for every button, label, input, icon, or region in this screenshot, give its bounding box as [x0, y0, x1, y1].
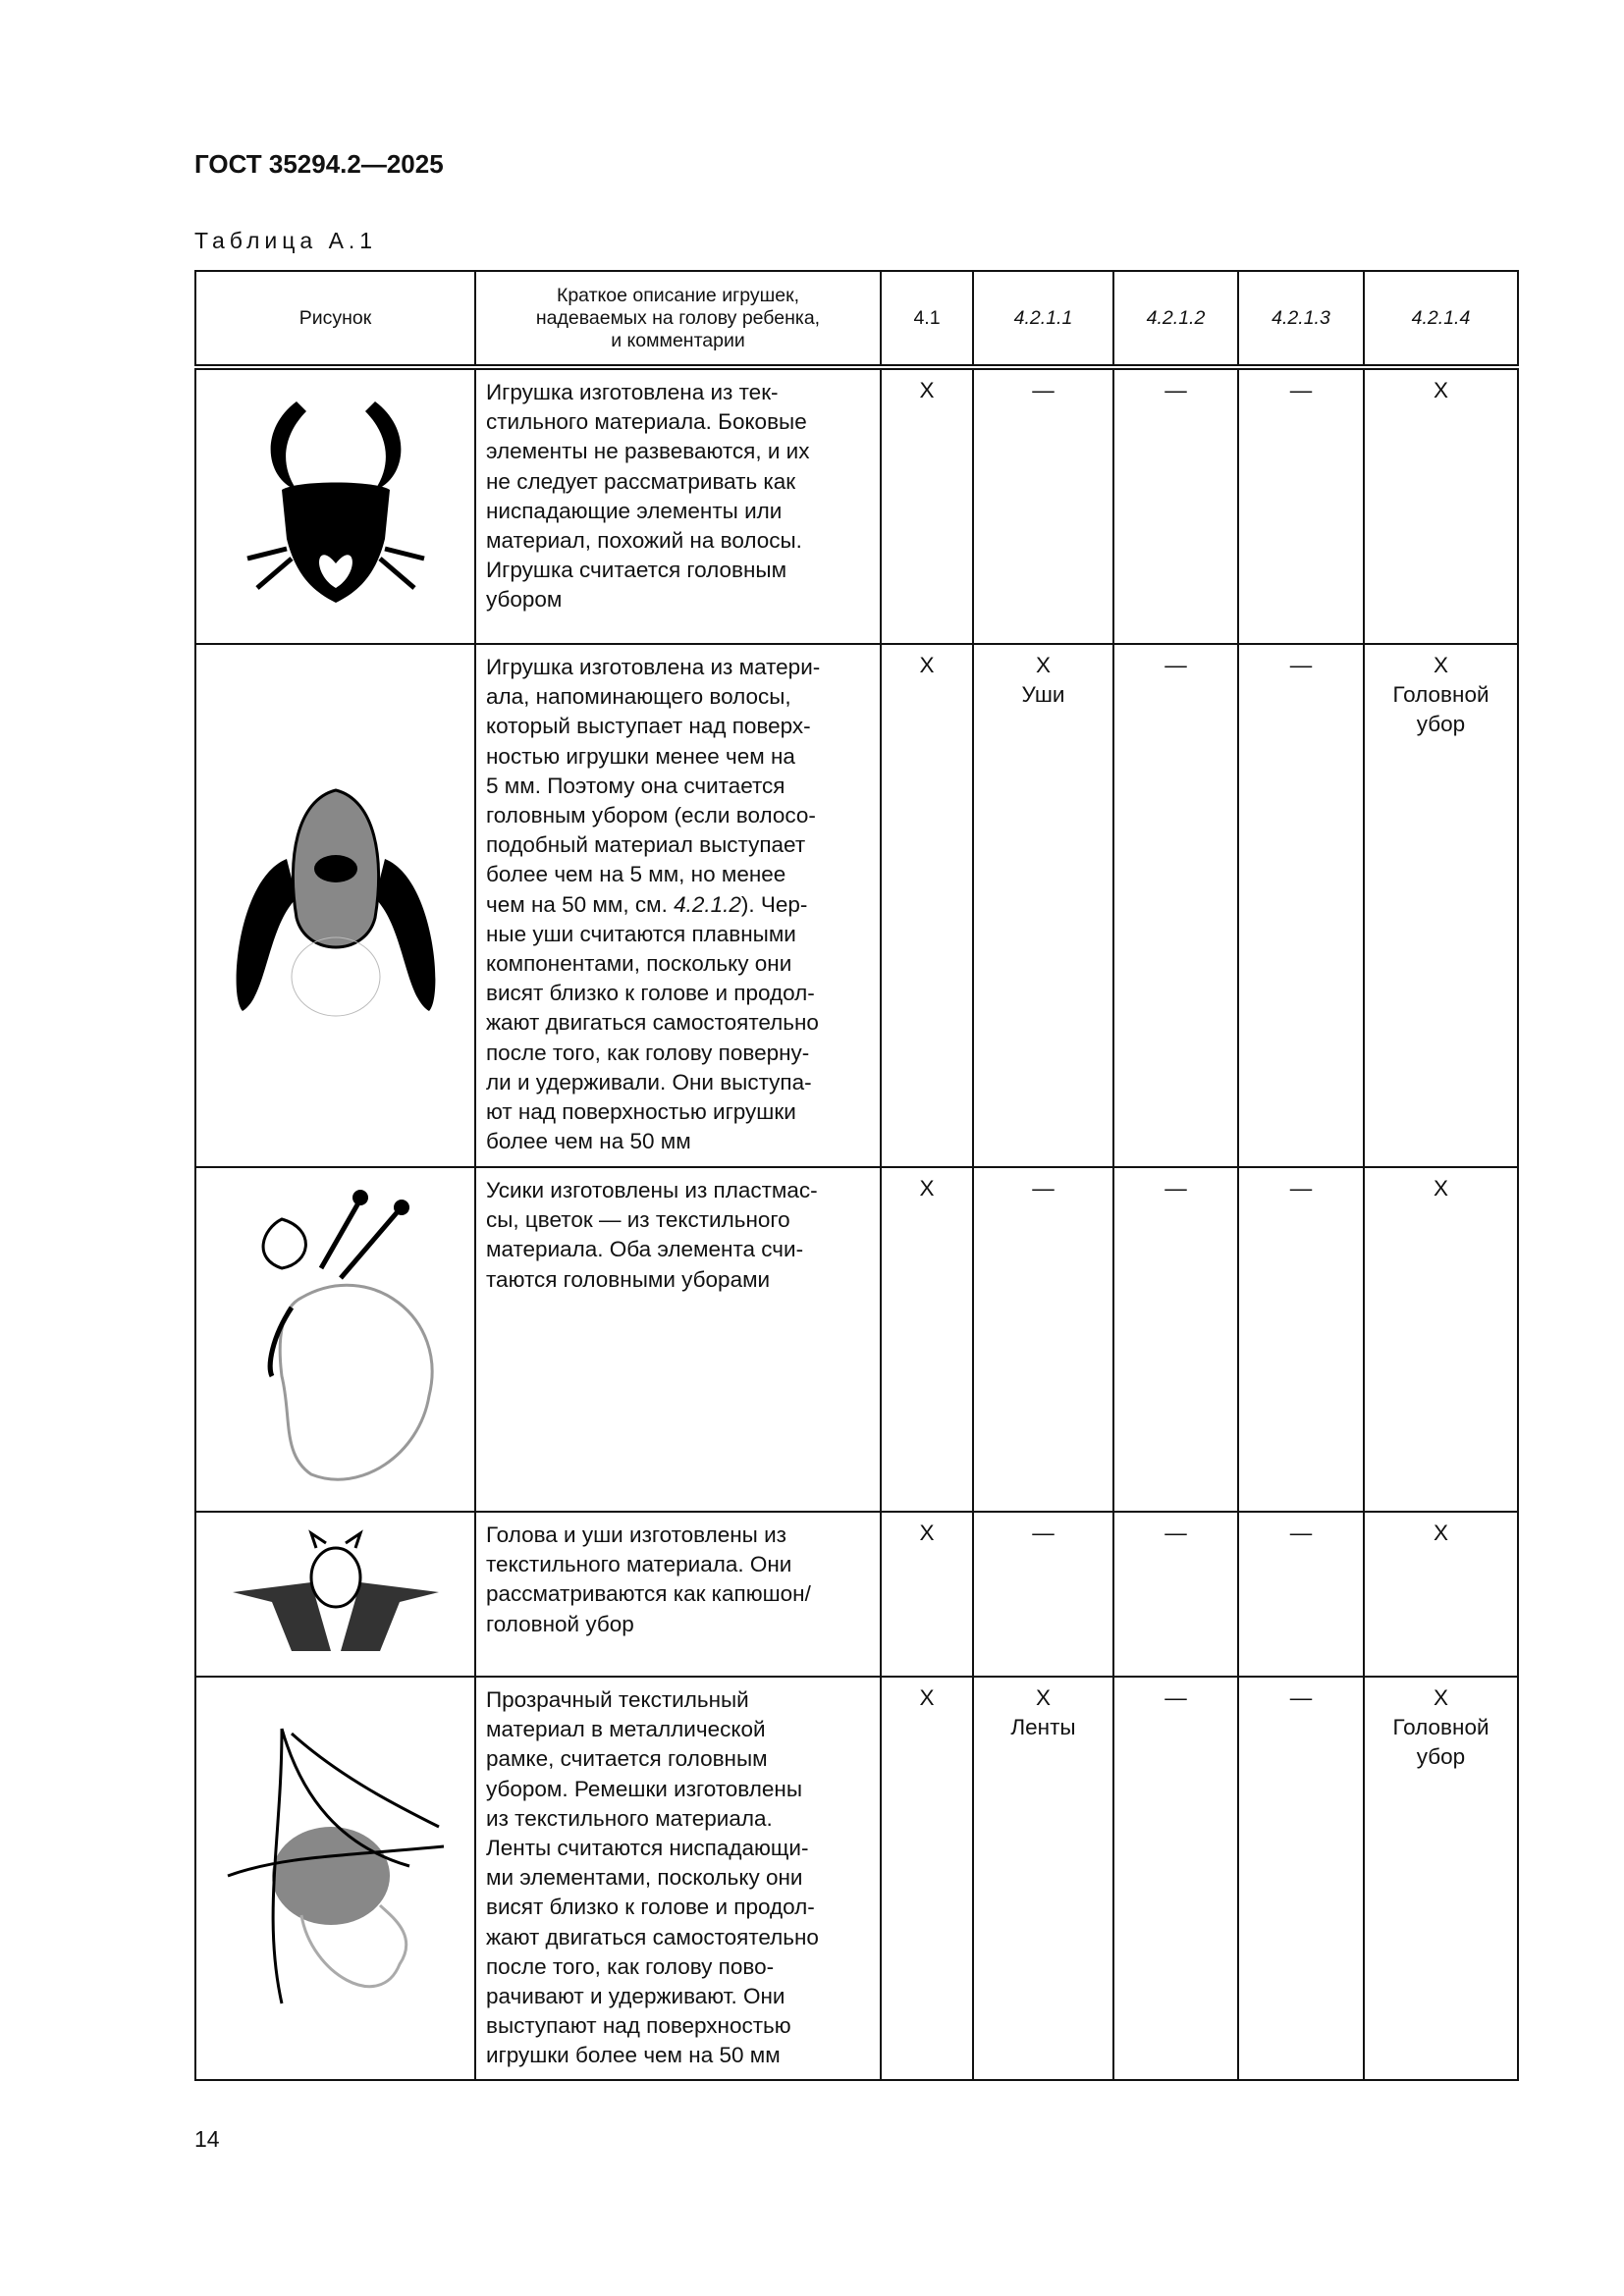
description-line: стильного материала. Боковые	[486, 409, 807, 435]
mark-text: —	[1032, 378, 1055, 402]
column-header-4-2-1-3: 4.2.1.3	[1238, 271, 1364, 367]
description-line: подобный материал выступает	[486, 832, 806, 858]
description-line: ностью игрушки менее чем на	[486, 743, 795, 769]
page-number: 14	[194, 2126, 220, 2152]
description-line: выступают над поверхностью	[486, 2013, 791, 2039]
mark-4-2-1-2	[1113, 1167, 1238, 1512]
mark-text: —	[1289, 1685, 1313, 1710]
description-line: после того, как голову пово-	[486, 1953, 775, 1979]
ribbon-fascinator-icon	[195, 1677, 475, 2080]
mark-text: X	[919, 1685, 935, 1710]
mark-4-1	[881, 1512, 973, 1677]
table-header-row	[195, 271, 1518, 367]
description-line: убором	[486, 587, 563, 613]
mark-4-2-1-1	[973, 1167, 1113, 1512]
description-line: головной убор	[486, 1611, 634, 1636]
description-line: элементы не развеваются, и их	[486, 439, 810, 464]
mark-4-2-1-4	[1364, 367, 1518, 644]
mark-text: —	[1032, 1176, 1055, 1201]
description-line: ми элементами, поскольку они	[486, 1865, 803, 1891]
mark-text: —	[1164, 1176, 1187, 1201]
description-line: более чем на 5 мм, но менее	[486, 862, 786, 887]
description-line: материал, похожий на волосы.	[486, 528, 802, 554]
requirements-table	[194, 270, 1519, 2081]
mark-4-2-1-3	[1238, 1167, 1364, 1512]
mark-text: —	[1289, 653, 1313, 677]
mark-text: убор	[1416, 1744, 1466, 1769]
mark-4-2-1-4	[1364, 644, 1518, 1167]
mark-text: Ленты	[1010, 1715, 1076, 1739]
description-line: рассматриваются как капюшон/	[486, 1581, 811, 1607]
description-line: жают двигаться самостоятельно	[486, 1010, 819, 1036]
description-line: рамке, считается головным	[486, 1746, 768, 1772]
description-line: Игрушка считается головным	[486, 558, 787, 583]
mark-4-2-1-2	[1113, 1677, 1238, 2080]
description-line: Прозрачный текстильный	[486, 1687, 749, 1712]
description-line: Усики изготовлены из пластмас-	[486, 1178, 818, 1202]
description-line: жают двигаться самостоятельно	[486, 1924, 819, 1949]
description-line: компонентами, поскольку они	[486, 951, 792, 977]
header-line: и комментарии	[611, 329, 745, 351]
mark-4-1	[881, 367, 973, 644]
mark-text: —	[1289, 1176, 1313, 1201]
mark-4-2-1-3	[1238, 367, 1364, 644]
mark-text: X	[1433, 653, 1448, 677]
dog-hat-icon	[195, 644, 475, 1167]
mark-text: X	[919, 1521, 935, 1545]
mark-text: —	[1164, 1521, 1187, 1545]
description-line: более чем на 50 мм	[486, 1129, 691, 1154]
mark-text: —	[1032, 1521, 1055, 1545]
column-header-4-2-1-4: 4.2.1.4	[1364, 271, 1518, 367]
mark-text: —	[1164, 1685, 1187, 1710]
mark-text: X	[919, 378, 935, 402]
description-line: материал в металлической	[486, 1717, 766, 1742]
mark-text: X	[1035, 1685, 1051, 1710]
table-row	[195, 1677, 1518, 2080]
description-line: ли и удерживали. Они выступа-	[486, 1069, 812, 1095]
mark-text: X	[1433, 1176, 1448, 1201]
mark-text: Головной	[1392, 682, 1489, 707]
description-line: ниспадающие элементы или	[486, 498, 783, 523]
mark-4-2-1-2	[1113, 644, 1238, 1167]
description-line: материала. Оба элемента счи-	[486, 1237, 804, 1262]
mark-text: —	[1164, 653, 1187, 677]
mark-4-2-1-1	[973, 367, 1113, 644]
description-line: головным убором (если волосо-	[486, 803, 816, 828]
mark-4-2-1-1	[973, 1677, 1113, 2080]
description-line: Ленты считаются ниспадающи-	[486, 1836, 809, 1861]
document-title: ГОСТ 35294.2—2025	[194, 149, 444, 179]
mark-text: X	[1433, 1685, 1448, 1710]
description-line: Голова и уши изготовлены из	[486, 1522, 786, 1547]
column-header-picture: Рисунок	[195, 271, 475, 367]
description-line: игрушки более чем на 50 мм	[486, 2043, 781, 2068]
description-line: Игрушка изготовлена из тек-	[486, 380, 779, 404]
description-cell	[475, 1167, 881, 1512]
description-line: Игрушка изготовлена из матери-	[486, 655, 821, 679]
description-line: рачивают и удерживают. Они	[486, 1984, 785, 2009]
description-cell	[475, 644, 881, 1167]
header-line: надеваемых на голову ребенка,	[535, 306, 821, 329]
column-header-description	[475, 271, 881, 367]
mark-text: X	[1433, 378, 1448, 402]
table-row	[195, 1167, 1518, 1512]
table-caption: Таблица А.1	[194, 228, 378, 253]
description-line: ют над поверхностью игрушки	[486, 1099, 796, 1125]
mark-text: Уши	[1021, 682, 1065, 707]
mark-4-2-1-4	[1364, 1167, 1518, 1512]
mark-4-2-1-2	[1113, 1512, 1238, 1677]
header-line: Краткое описание игрушек,	[556, 284, 800, 306]
description-line: висят близко к голове и продол-	[486, 1895, 815, 1920]
mark-text: —	[1289, 1521, 1313, 1545]
description-line: из текстильного материала.	[486, 1805, 773, 1831]
description-line: сы, цветок — из текстильного	[486, 1207, 790, 1233]
description-cell	[475, 1512, 881, 1677]
table-row	[195, 367, 1518, 644]
mark-4-2-1-1	[973, 644, 1113, 1167]
mark-text: убор	[1416, 712, 1466, 736]
description-line: текстильного материала. Они	[486, 1552, 792, 1577]
description-line: ные уши считаются плавными	[486, 921, 796, 946]
description-line: 5 мм. Поэтому она считается	[486, 773, 785, 798]
animal-hood-icon	[195, 1512, 475, 1677]
description-line: убором. Ремешки изготовлены	[486, 1776, 802, 1801]
description-cell	[475, 1677, 881, 2080]
column-header-4-1: 4.1	[881, 271, 973, 367]
mark-4-1	[881, 644, 973, 1167]
mark-4-2-1-1	[973, 1512, 1113, 1677]
mark-4-2-1-4	[1364, 1512, 1518, 1677]
mark-4-1	[881, 1677, 973, 2080]
horned-headpiece-icon	[195, 367, 475, 644]
mark-text: X	[1433, 1521, 1448, 1545]
description-line: который выступает над поверх-	[486, 714, 811, 739]
mark-4-2-1-3	[1238, 644, 1364, 1167]
mark-text: Головной	[1392, 1715, 1489, 1739]
description-line: после того, как голову поверну-	[486, 1040, 810, 1065]
column-header-4-2-1-2: 4.2.1.2	[1113, 271, 1238, 367]
description-line: не следует рассматривать как	[486, 468, 796, 494]
mark-text: —	[1289, 378, 1313, 402]
column-header-4-2-1-1: 4.2.1.1	[973, 271, 1113, 367]
description-cell	[475, 367, 881, 644]
mark-text: X	[1035, 653, 1051, 677]
mark-4-2-1-3	[1238, 1512, 1364, 1677]
description-line: таются головными уборами	[486, 1266, 771, 1292]
mark-4-2-1-4	[1364, 1677, 1518, 2080]
table-row	[195, 1512, 1518, 1677]
mark-4-2-1-2	[1113, 367, 1238, 644]
mark-4-2-1-3	[1238, 1677, 1364, 2080]
mark-4-1	[881, 1167, 973, 1512]
antenna-flower-headband-icon	[195, 1167, 475, 1512]
description-line: чем на 50 мм, см. 4.2.1.2). Чер-	[486, 891, 808, 917]
mark-text: —	[1164, 378, 1187, 402]
description-line: ала, напоминающего волосы,	[486, 684, 791, 710]
mark-text: X	[919, 653, 935, 677]
mark-text: X	[919, 1176, 935, 1201]
table-row	[195, 644, 1518, 1167]
description-line: висят близко к голове и продол-	[486, 981, 815, 1006]
